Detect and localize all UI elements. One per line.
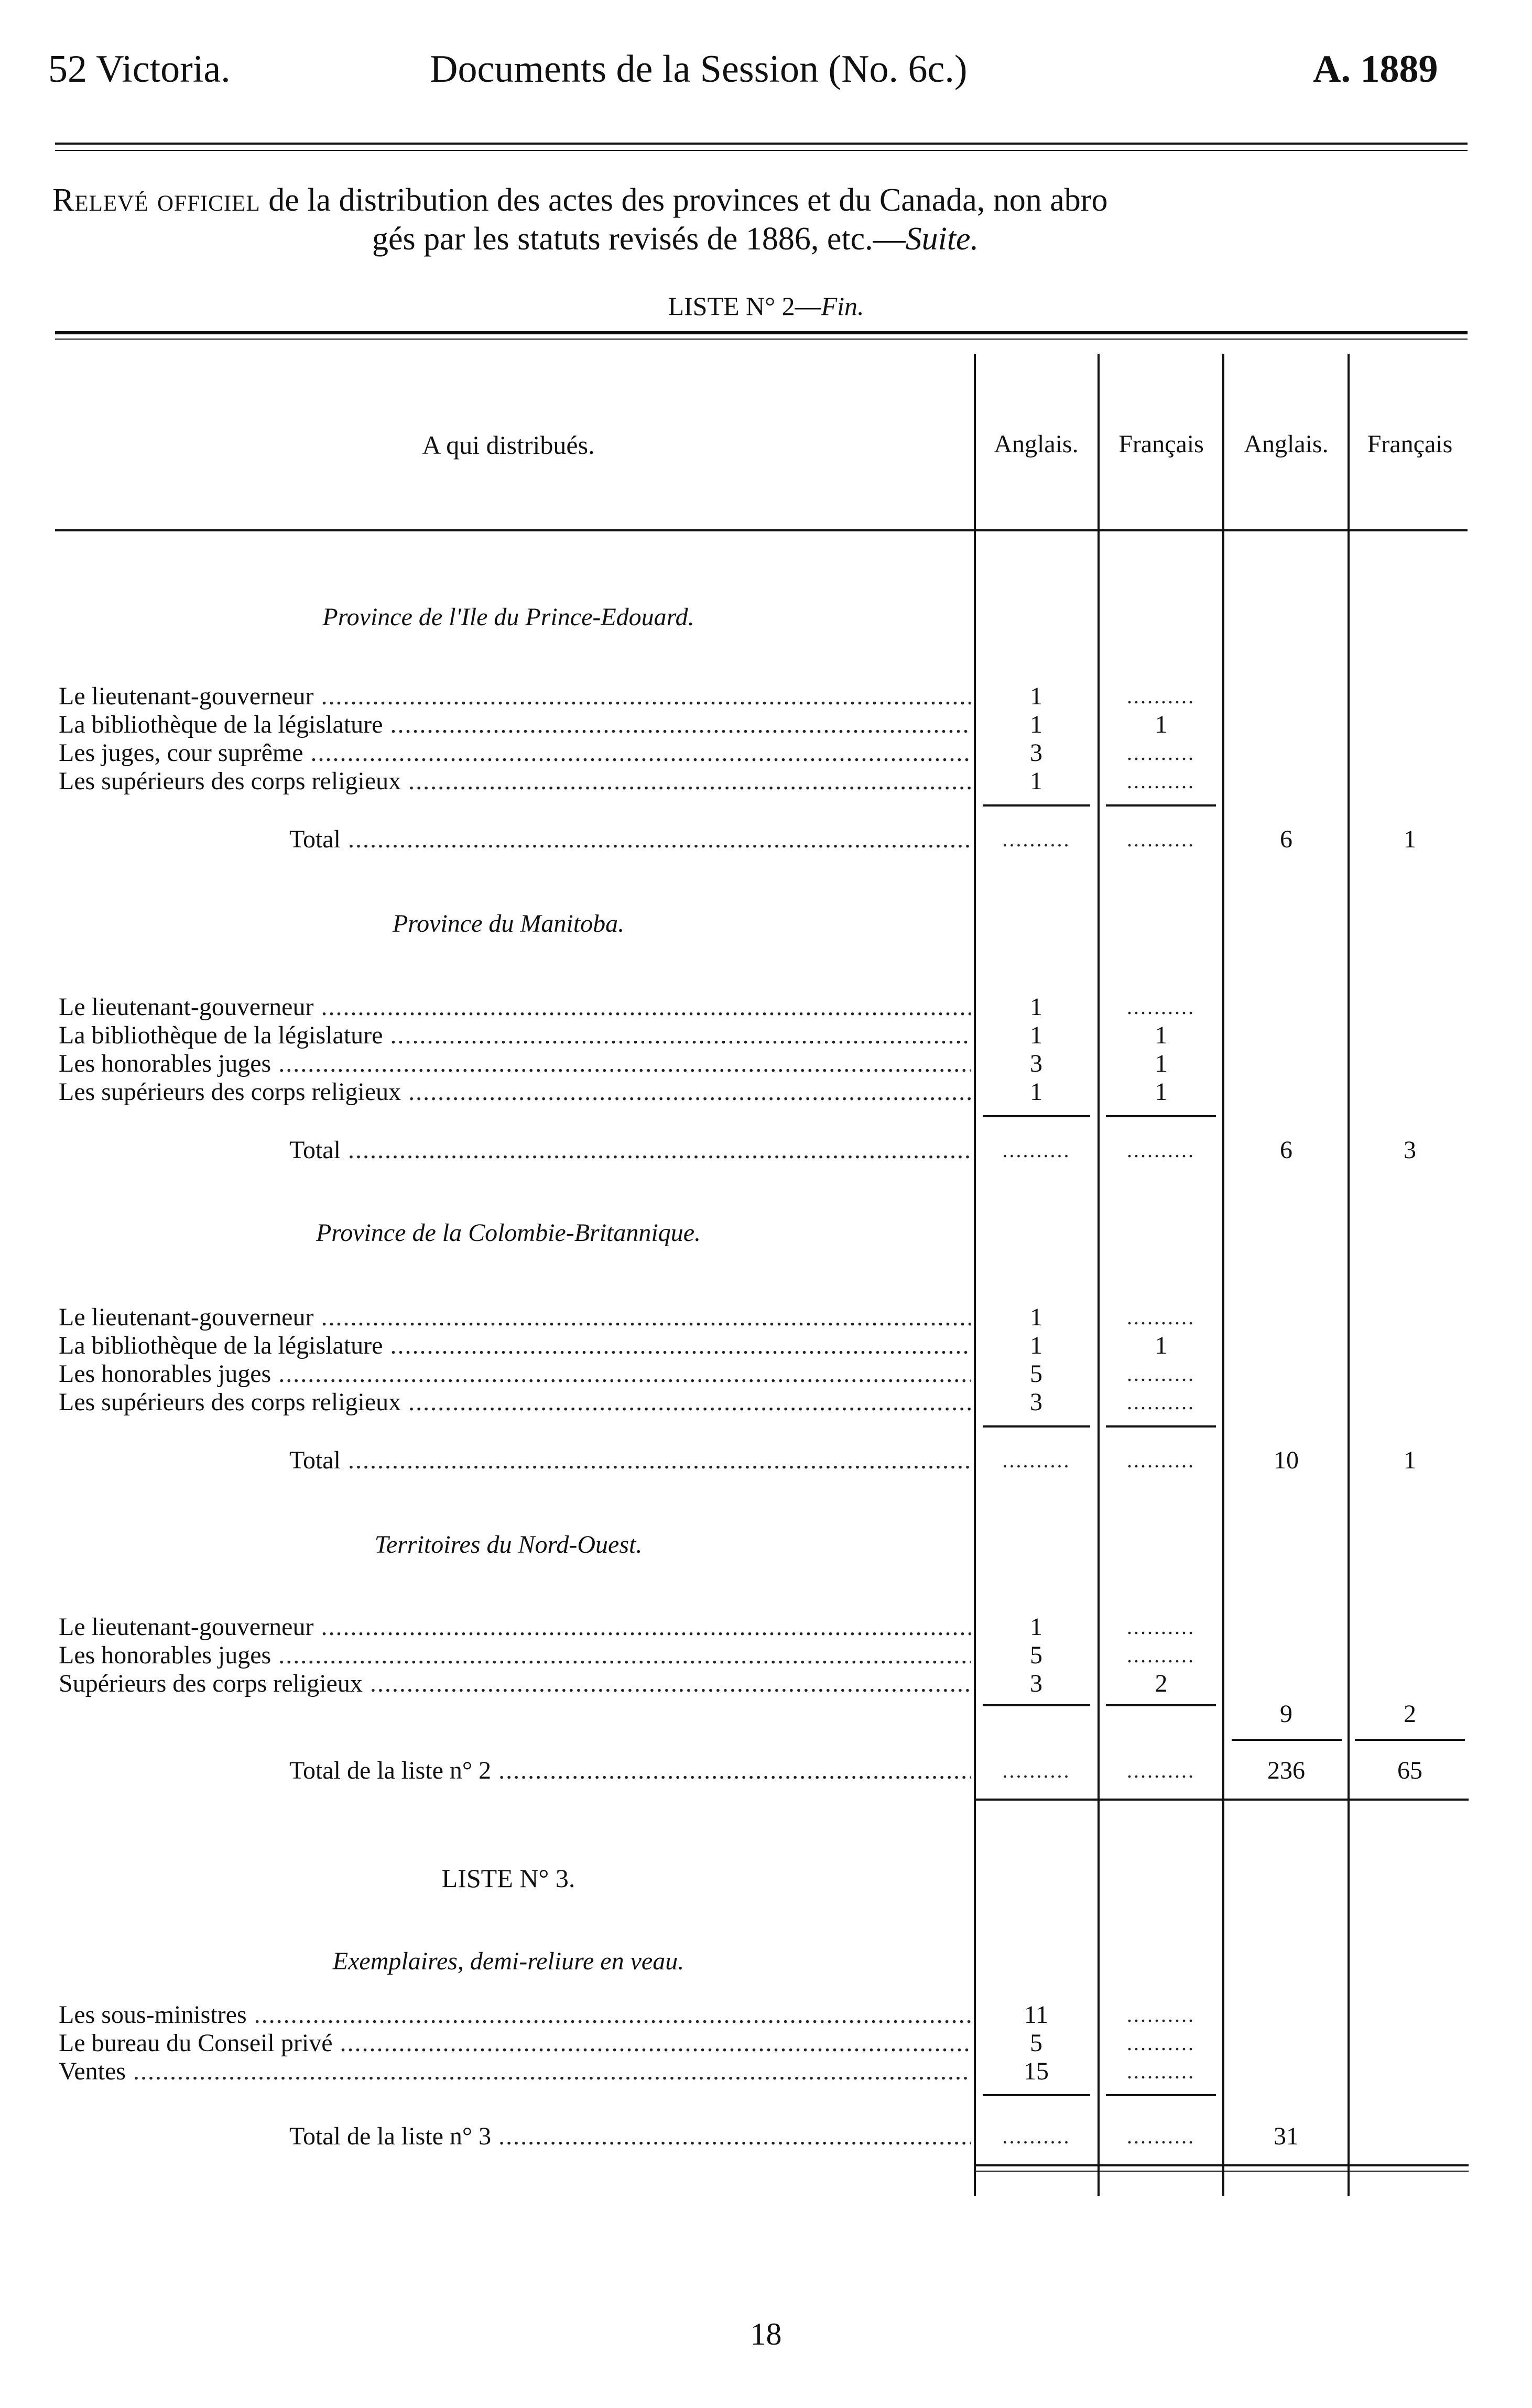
total-anglais: 6 bbox=[1280, 825, 1292, 853]
liste3-total-anglais: 31 bbox=[1274, 2122, 1299, 2150]
row-label: Les juges, cour suprême ..... bbox=[59, 739, 971, 767]
row-label: Le lieutenant-gouverneur ..... bbox=[59, 682, 971, 711]
row-label: Le lieutenant-gouverneur ..... bbox=[59, 1613, 971, 1641]
cell-francais: 1 bbox=[1155, 1021, 1168, 1049]
sum-rule bbox=[983, 804, 1090, 807]
column-header-francais-1: Français bbox=[1118, 430, 1204, 458]
cell-anglais: 1 bbox=[1030, 767, 1042, 795]
title-suite: Suite. bbox=[905, 221, 979, 257]
row-label: La bibliothèque de la législature ..... bbox=[59, 1021, 971, 1050]
column-header-anglais-2: Anglais. bbox=[1244, 430, 1329, 458]
cell-anglais: 15 bbox=[1024, 2057, 1049, 2085]
table-row bbox=[59, 2057, 971, 2086]
table-row bbox=[59, 767, 971, 796]
liste3-end-rule-thin bbox=[976, 2171, 1469, 2172]
liste2-heading bbox=[0, 291, 1532, 321]
title-line1: de la distribution des actes des provinces et du Canada, non abro bbox=[260, 182, 1108, 218]
row-label: Ventes ..... bbox=[59, 2057, 971, 2086]
cell-leader-dots: .......... bbox=[1127, 2124, 1195, 2148]
section-title-manitoba: Province du Manitoba. bbox=[392, 910, 625, 938]
column-divider-4 bbox=[1348, 354, 1350, 2196]
header-session-year: 52 Victoria. bbox=[48, 48, 231, 91]
liste2-total-anglais: 236 bbox=[1267, 1757, 1305, 1784]
cell-francais: 1 bbox=[1155, 1050, 1168, 1077]
cell-anglais: 1 bbox=[1030, 1303, 1042, 1331]
cell-leader-dots: .......... bbox=[1127, 1362, 1195, 1386]
column-divider-1 bbox=[974, 354, 976, 2196]
liste3-end-rule bbox=[976, 2164, 1469, 2166]
table-top-rule-thin bbox=[55, 339, 1468, 340]
table-row bbox=[59, 993, 971, 1021]
sum-rule bbox=[1106, 1704, 1216, 1706]
liste2-heading-text: LISTE N° 2— bbox=[668, 291, 821, 321]
total-label: Total ..... bbox=[59, 1446, 971, 1475]
cell-leader-dots: .......... bbox=[1127, 1643, 1195, 1667]
section-title-exemplaires: Exemplaires, demi-reliure en veau. bbox=[332, 1947, 684, 1975]
cell-anglais: 5 bbox=[1030, 2029, 1042, 2057]
table-row bbox=[59, 1388, 971, 1417]
title-line2: gés par les statuts revisés de 1886, etc.— bbox=[372, 221, 906, 257]
cell-anglais: 1 bbox=[1030, 993, 1042, 1021]
cell-leader-dots: .......... bbox=[1127, 769, 1195, 793]
row-label: Les supérieurs des corps religieux ..... bbox=[59, 1388, 971, 1417]
table-row bbox=[59, 1050, 971, 1078]
section-title-colombie-britannique: Province de la Colombie-Britannique. bbox=[316, 1219, 701, 1247]
cell-leader-dots: .......... bbox=[1002, 2124, 1071, 2148]
document-title bbox=[52, 181, 1468, 259]
cell-leader-dots: .......... bbox=[1127, 2060, 1195, 2083]
cell-leader-dots: .......... bbox=[1002, 1759, 1071, 1782]
row-label: La bibliothèque de la législature ..... bbox=[59, 1332, 971, 1360]
total-row bbox=[59, 1136, 971, 1164]
table-row bbox=[59, 1021, 971, 1050]
subtotal-anglais: 9 bbox=[1280, 1700, 1292, 1728]
cell-francais: 2 bbox=[1155, 1670, 1168, 1697]
title-lead: Relevé officiel bbox=[52, 182, 260, 218]
sum-rule bbox=[983, 1704, 1090, 1706]
header-rule-top bbox=[55, 143, 1468, 145]
cell-anglais: 1 bbox=[1030, 1078, 1042, 1106]
liste3-total-label: Total de la liste n° 3 ..... bbox=[59, 2122, 971, 2151]
row-label: Les sous-ministres ..... bbox=[59, 2001, 971, 2029]
row-label: Le lieutenant-gouverneur ..... bbox=[59, 993, 971, 1021]
column-header-recipients: A qui distribués. bbox=[422, 430, 595, 460]
total-francais: 3 bbox=[1404, 1136, 1416, 1164]
row-label: Les supérieurs des corps religieux ..... bbox=[59, 1078, 971, 1106]
sum-rule bbox=[1355, 1739, 1465, 1741]
cell-leader-dots: .......... bbox=[1127, 741, 1195, 765]
cell-anglais: 5 bbox=[1030, 1360, 1042, 1388]
table-top-rule bbox=[55, 331, 1468, 334]
cell-anglais: 3 bbox=[1030, 1670, 1042, 1697]
table-row bbox=[59, 682, 971, 711]
table-row bbox=[59, 1360, 971, 1388]
row-label: Le lieutenant-gouverneur ..... bbox=[59, 1303, 971, 1332]
cell-anglais: 3 bbox=[1030, 1388, 1042, 1416]
cell-leader-dots: .......... bbox=[1127, 1448, 1195, 1472]
cell-leader-dots: .......... bbox=[1127, 1615, 1195, 1639]
cell-anglais: 11 bbox=[1024, 2001, 1049, 2029]
table-row bbox=[59, 1332, 971, 1360]
cell-leader-dots: .......... bbox=[1002, 1138, 1071, 1162]
row-label: Supérieurs des corps religieux ..... bbox=[59, 1670, 971, 1698]
cell-francais: 1 bbox=[1155, 1332, 1168, 1359]
table-row bbox=[59, 711, 971, 739]
cell-francais: 1 bbox=[1155, 1078, 1168, 1106]
sum-rule bbox=[983, 2094, 1090, 2096]
cell-leader-dots: .......... bbox=[1127, 2031, 1195, 2055]
page-number: 18 bbox=[750, 2317, 782, 2351]
sum-rule bbox=[1106, 1425, 1216, 1428]
subtotal-francais: 2 bbox=[1404, 1700, 1416, 1728]
table-row bbox=[59, 2001, 971, 2029]
cell-leader-dots: .......... bbox=[1002, 1448, 1071, 1472]
cell-anglais: 1 bbox=[1030, 682, 1042, 710]
cell-leader-dots: .......... bbox=[1127, 1759, 1195, 1782]
liste2-total-francais: 65 bbox=[1397, 1757, 1422, 1784]
cell-leader-dots: .......... bbox=[1127, 2003, 1195, 2026]
cell-leader-dots: .......... bbox=[1127, 827, 1195, 851]
cell-anglais: 1 bbox=[1030, 1021, 1042, 1049]
column-header-rule bbox=[55, 529, 1468, 531]
sum-rule bbox=[1232, 1739, 1342, 1741]
cell-anglais: 1 bbox=[1030, 711, 1042, 738]
table-row bbox=[59, 739, 971, 767]
cell-francais: 1 bbox=[1155, 711, 1168, 738]
liste2-heading-fin: Fin. bbox=[821, 291, 864, 321]
sum-rule bbox=[983, 1115, 1090, 1117]
total-label: Total ..... bbox=[59, 1136, 971, 1164]
total-label: Total ..... bbox=[59, 825, 971, 854]
row-label: La bibliothèque de la législature ..... bbox=[59, 711, 971, 739]
cell-anglais: 3 bbox=[1030, 739, 1042, 767]
total-row bbox=[59, 1446, 971, 1475]
cell-leader-dots: .......... bbox=[1127, 1138, 1195, 1162]
total-francais: 1 bbox=[1404, 825, 1416, 853]
row-label: Le bureau du Conseil privé ..... bbox=[59, 2029, 971, 2057]
row-label: Les honorables juges ..... bbox=[59, 1360, 971, 1388]
table-row bbox=[59, 1670, 971, 1698]
total-anglais: 10 bbox=[1274, 1446, 1299, 1474]
liste3-total-row bbox=[59, 2122, 971, 2151]
total-row bbox=[59, 825, 971, 854]
liste3-heading: LISTE N° 3. bbox=[441, 1864, 575, 1893]
total-anglais: 6 bbox=[1280, 1136, 1292, 1164]
table-row bbox=[59, 1078, 971, 1106]
header-series-number: A. 1889 bbox=[1313, 48, 1438, 91]
row-label: Les supérieurs des corps religieux ..... bbox=[59, 767, 971, 796]
table-row bbox=[59, 1641, 971, 1670]
column-header-anglais-1: Anglais. bbox=[994, 430, 1079, 458]
table-row bbox=[59, 2029, 971, 2057]
cell-leader-dots: .......... bbox=[1127, 1305, 1195, 1329]
section-title-prince-edouard: Province de l'Ile du Prince-Edouard. bbox=[322, 603, 694, 631]
header-document-title: Documents de la Session (No. 6c.) bbox=[430, 48, 968, 91]
cell-leader-dots: .......... bbox=[1002, 827, 1071, 851]
cell-anglais: 1 bbox=[1030, 1613, 1042, 1641]
cell-anglais: 3 bbox=[1030, 1050, 1042, 1077]
column-header-francais-2: Français bbox=[1367, 430, 1453, 458]
row-label: Les honorables juges ..... bbox=[59, 1641, 971, 1670]
cell-anglais: 1 bbox=[1030, 1332, 1042, 1359]
sum-rule bbox=[1106, 804, 1216, 807]
cell-leader-dots: .......... bbox=[1127, 684, 1195, 708]
section-title-nord-ouest: Territoires du Nord-Ouest. bbox=[374, 1531, 643, 1559]
table-row bbox=[59, 1613, 971, 1641]
row-label: Les honorables juges ..... bbox=[59, 1050, 971, 1078]
liste2-total-label: Total de la liste n° 2 ..... bbox=[59, 1757, 971, 1785]
column-divider-2 bbox=[1098, 354, 1100, 2196]
cell-leader-dots: .......... bbox=[1127, 995, 1195, 1019]
table-row bbox=[59, 1303, 971, 1332]
header-rule-bottom bbox=[55, 150, 1468, 151]
column-divider-3 bbox=[1222, 354, 1224, 2196]
cell-anglais: 5 bbox=[1030, 1641, 1042, 1669]
cell-leader-dots: .......... bbox=[1127, 1390, 1195, 1414]
total-francais: 1 bbox=[1404, 1446, 1416, 1474]
sum-rule bbox=[1106, 1115, 1216, 1117]
liste2-total-row bbox=[59, 1757, 971, 1785]
sum-rule bbox=[1106, 2094, 1216, 2096]
sum-rule bbox=[983, 1425, 1090, 1428]
liste2-end-rule bbox=[976, 1799, 1469, 1801]
